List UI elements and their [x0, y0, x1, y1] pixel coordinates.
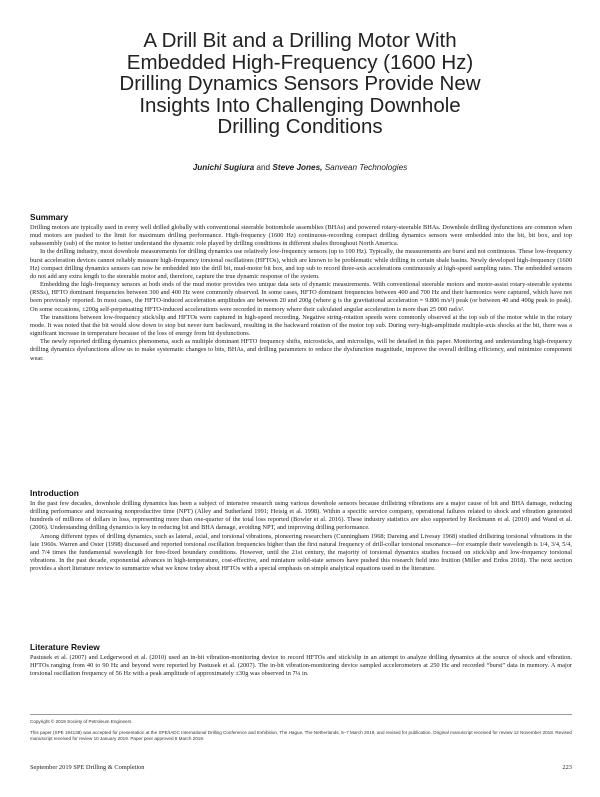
author-affiliation: Sanvean Technologies	[324, 163, 408, 172]
title-line: A Drill Bit and a Drilling Motor With	[143, 29, 457, 52]
title-line: Drilling Dynamics Sensors Provide New	[119, 72, 481, 95]
section-heading: Literature Review	[30, 642, 100, 652]
title-line: Insights Into Challenging Downhole	[139, 93, 461, 117]
paragraph: Pastusek et al. (2007) and Ledgerwood et al. (2010) used an in-bit vibration-monitoring device to record HFTOs and stick/slip in an attempt to analyze drilling dynamics at the source of shock and vibration. HFTOs ranging from 40 to 90 Hz and beyond were reported by Pastusek et al. (2007). The in-bit vibration-monitoring device sampled accelerometers at 250 Hz and recorded “burst” data in memory. A major torsional oscillation frequency of 56 Hz with a peak amplitude of approximately ±30g was observed in 7¼ in.	[30, 654, 572, 678]
author-line	[40, 163, 560, 172]
paragraph: In the past few decades, downhole drilling dynamics has been a subject of intensive research using various downhole sensors because drillstring vibrations are a major cause of bit and BHA damage, reducing drilling performance and increasing nonproductive time (NPT) (Alley and Sutherland 1991; Heisig et al. 1998). Within a specific service company, operational failures related to shock and vibration generated hundreds of millions of dollars in loss, representing more than one-quarter of the total loss reported (Bowler et al. 2016). These industry statistics are also supported by Reckmann et al. (2010) and Wand et al. (2006). Understanding drilling dynamics is key in reducing bit and BHA damage, avoiding NPT, and improving drilling performance.	[30, 500, 572, 532]
paragraph: In the drilling industry, most downhole measurements for drilling dynamics use relatively low-frequency sensors (up to 100 Hz). Typically, the measurements are burst and not continuous. These low-frequency burst acceleration devices cannot reliably measure high-frequency torsional oscillations (HFTOs), which are known to be problematic while drilling in certain shale basins. Newly developed high-frequency (1600 Hz) compact drilling dynamics sensors can now be embedded into the drill bit, mud-motor bit box, and top sub to record three-axis accelerations continuously at high-speed sampling rates. The embedded sensors do not add any extra length to the steerable motor and, therefore, capture the true dynamic response of the system.	[30, 248, 572, 280]
summary-section	[30, 212, 572, 363]
page-number: 223	[562, 764, 572, 771]
section-heading: Summary	[30, 212, 69, 222]
title-line: Embedded High-Frequency (1600 Hz)	[126, 50, 474, 74]
page-footer	[30, 764, 572, 771]
author-conjunction: and	[256, 163, 271, 172]
paragraph: Among different types of drilling dynamics, such as lateral, axial, and torsional vibrations, pioneering researchers (Cunningham 1968; Dareing and Livesay 1968) studied drillstring torsional vibrations in the late 1960s. Warren and Oster (1998) discussed and reported torsional oscillation frequencies higher than the first natural frequency of drill-collar torsional resonance—for example their wavelength is 1/4, 3/4, 5/4, and 7/4 times the fundamental wavelength for free-fixed boundary conditions. However, until the 21st century, the majority of torsional dynamics studies focused on stick/slip and low-frequency torsional vibrations. In the past decade, exponential advances in high-temperature, cost-effective, and miniature solid-state sensors have pushed this research field into fruition (Miller and Erdos 2018). The next section provides a short literature review to summarize what we know today about HFTOs with a special emphasis on simple analytical equations used in the literature.	[30, 532, 572, 573]
author-name: Junichi Sugiura	[192, 163, 255, 172]
section-heading: Introduction	[30, 488, 79, 498]
author-name: Steve Jones,	[272, 163, 323, 172]
paragraph: The newly reported drilling dynamics phenomena, such as multiple dominant HFTO frequency shifts, microsticks, and microslips, will be detailed in this paper. Monitoring and understanding high-frequency drilling dynamics dysfunctions allow us to make systematic changes to bits, BHAs, and drilling parameters to reduce the dysfunction magnitude, improve the overall drilling efficiency, and minimize component wear.	[30, 338, 572, 362]
footnote-divider	[30, 714, 572, 715]
introduction-section	[30, 488, 572, 573]
title-line: Drilling Conditions	[217, 115, 383, 138]
footnote-copyright: Copyright © 2019 Society of Petroleum Engineers	[30, 719, 132, 724]
paragraph: The transitions between low-frequency stick/slip and HFTOs were captured in high-speed recording. Negative string-rotation speeds were commonly observed at the top sub of the motor while in the rotary mode. It was noted that the bit would slow down to stop but never turn backward, resulting in the backward rotation of the motor top sub. During very-high-amplitude multiple-axis shocks at the bit, there was a significant increase in temperature because of the loss of energy from bit dysfunctions.	[30, 313, 572, 338]
paragraph: Drilling motors are typically used in every well drilled globally with conventional steerable bottomhole assemblies (BHAs) and powered rotary-steerable BHAs. Downhole drilling dysfunctions are common when mud motors are pushed to the limit for maximum drilling performance. High-frequency (1600 Hz) continuous-recording compact drilling dynamics sensors were embedded into the bit, bit box, and top subassembly (sub) of the motor to better understand the dynamic role played by drilling conditions in different shales throughout North America.	[30, 224, 572, 248]
literature-review-section	[30, 642, 572, 678]
paper-title	[40, 30, 560, 138]
paragraph: Embedding the high-frequency sensors at both ends of the mud motor provides two unique data sets of dynamic measurements. With conventional steerable motors and motor-assist rotary-steerable systems (RSSs), HFTO dominant frequencies between 300 and 400 Hz were commonly observed. In some cases, HFTO dominant frequencies between 400 and 700 Hz and their harmonics were captured, which have not been previously reported. In most cases, the HFTO-induced acceleration amplitudes are between 20 and 200g (where g is the gravitational acceleration = 9.806 m/s²) peak (or between 40 and 400g peak to peak). On some occasions, ±200g self-perpetuating HFTO-induced accelerations were recorded in memory where their calculated angular acceleration is more than 25 000 rad/s².	[30, 281, 572, 313]
journal-info: September 2019 SPE Drilling & Completion	[30, 764, 145, 771]
footnote-publication-note: This paper (SPE 194138) was accepted for presentation at the SPE/IADC International Drilling Conference and Exhibition, The Hague, The Netherlands, 5–7 March 2019, and revised for publication. Original manuscript received for review 12 November 2018. Revised manuscript received for review 10 January 2019. Paper peer approved 8 March 2019.	[30, 730, 572, 742]
